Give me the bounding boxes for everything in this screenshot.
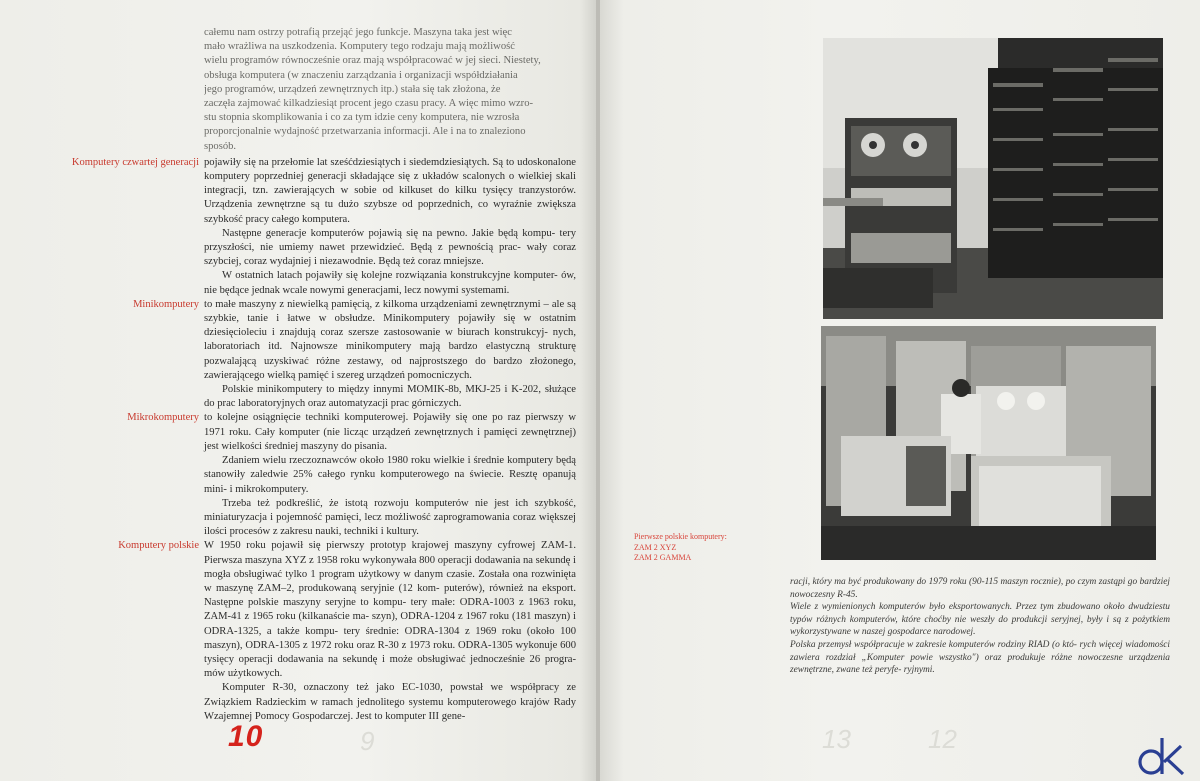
show-through-mark-3: 12 [928,724,957,754]
section-lead-paragraph: to kolejne osiągnięcie techniki komputerowej. Pojawiły się one po raz pierwszy w 1971 roku. Cały komputer (nie licząc urządzeń zewnętrznych i pamięci zewnętrznej) jest wielkości średniej maszyny do pisania. [204,412,576,452]
section-heading: Komputery polskie [118,540,199,551]
section-heading: Mikrokomputery [127,412,199,423]
intro-paragraph [204,26,576,154]
show-through-mark: 9 [360,726,375,756]
intro-line: mało wrażliwa na uszkodzenia. Komputery tego rodzaju mają możliwość [204,41,515,53]
sections [204,156,576,724]
body-paragraph: W ostatnich latach pojawiły się kolejne rozwiązania konstrukcyjne komputer- ów, nie będące jednak wcale nowymi generacjami, lecz nowymi systemami. [204,270,576,296]
left-text-column [204,26,576,724]
right-text-column [790,576,1170,677]
intro-line: całemu nam ostrzy potrafią przejąć jego funkcje. Maszyna taka jest więc [204,27,512,38]
body-paragraph: Trzeba też podkreślić, że istotą rozwoju komputerów nie jest ich szybkość, miniaturyzacja i pojemność pamięci, lecz możliwość zaprogramowania coraz większej ilości procesów z zakresu nauki, techniki i kultury. [204,497,576,538]
intro-line: zaczęła zajmować kilkadziesiąt procent jego czasu pracy. A więc mimo wzro- [204,98,534,110]
left-page [0,0,598,781]
section-lead-paragraph: pojawiły się na przełomie lat sześćdziesiątych i siedemdziesiątych. Są to udoskonalone komputery poprzedniej generacji składające się z układów scalonych o wielkiej skali integracji, tzn. zawierających w sobie od kilkuset do kilku tysięcy tranzystorów. Urządzenia zewnętrzne są tu dużo szybsze od poprzednich, co wyraźnie zwiększa szybkość pracy całego komputera. [204,156,576,225]
intro-line: wielu programów równocześnie oraz mają współpracować w jej sieci. Niestety, [204,55,541,67]
continuation-paragraph: Wiele z wymienionych komputerów było eksportowanych. Przez tym zbudowano około dwudziestu typów różnych komputerów, które choćby nie weszły do produkcji seryjnej, były i są z pożytkiem wykorzystywane w naszej gospodarce narodowej. [790,602,1170,638]
section-lead-paragraph: to małe maszyny z niewielką pamięcią, z kilkoma urządzeniami zewnętrznymi – ale są szybkie, tanie i łatwe w obsłudze. Minikomputery pojawiły się w ostatnim dziesięcioleciu i znajdują coraz szersze zastosowanie w biurach konstrukcyj- nych, laboratoriach itd. Najnowsze minikomputery mają bardzo elastyczną strukturę pozwalającą uzyskiwać różne zestawy, od najprostszego do bardzo złożonego, zawierającego wielką pamięć i szereg urządzeń pomocniczych. [204,298,576,381]
continuation-paragraph: Polska przemysł współpracuje w zakresie komputerów rodziny RIAD (o któ- rych więcej wiadomości zawiera rozdział „Komputer powie wszystko") oraz produkuje różne nowoczesne urządzenia zewnętrzne, zwane też peryfe- ryjnymi. [790,639,1170,676]
intro-line: stu stopnia skomplikowania i co za tym idzie ceny komputera, nie wzrosła [204,112,520,124]
intro-line: sposób. [204,140,237,152]
dk-logo-icon [1133,734,1191,778]
body-paragraph: Polskie minikomputery to między innymi MOMIK-8b, MKJ-25 i K-202, służące do prac laboratoryjnych oraz automatyzacji prac górniczych. [204,384,576,410]
continuation-paragraph: racji, który ma być produkowany do 1979 roku (90-115 maszyn rocznie), po czym zastąpi go bardziej nowoczesny R-45. [790,577,1170,600]
body-paragraph: Zdaniem wielu rzeczoznawców około 1980 roku wielkie i średnie komputery będą stanowiły zaledwie 25% całego rynku komputerowego na świecie. Resztę opanują mini- i mikrokomputery. [204,455,576,495]
caption-line: ZAM 2 XYZ [634,542,677,552]
page-number: 10 [228,720,264,753]
intro-line: obsługa komputera (w znaczeniu zarządzania i organizacji współdziałania [204,69,518,81]
body-paragraph: Następne generacje komputerów pojawią się na pewno. Jakie będą kompu- tery przyszłości, nie umiemy nawet przewidzieć. Będą z pewnością prac- wały coraz szybciej, coraz wydajniej i niezawodnie. Będą też coraz mniejsze. [204,227,576,268]
intro-line: jego programów, urządzeń zewnętrznych itp.) stała się tak złożona, że [204,83,501,95]
section-lead-paragraph: W 1950 roku pojawił się pierwszy prototyp krajowej maszyny cyfrowej ZAM-1. Pierwsza maszyna XYZ z 1958 roku wykonywała 800 operacji dodawania na sekundę i mogła obsługiwać tylko 1 program użytkowy w danym czasie. Została ona rozwinięta w maszynę ZAM–2, produkowaną seryjnie (12 kom- puterów), również na eksport. Następne polskie maszyny seryjne to kompu- tery małe: ODRA-1003 z 1963 roku, ZAM-41 z 1965 roku (kilkanaście ma- szyn), ODRA-1204 z 1967 roku (181 maszyn) i ODRA-1325, a także kompu- tery średnie: ODRA-1304 z 1969 roku (około 100 maszyn), ODRA-1305 z 1972 roku oraz R-30 z 1973 roku. ODRA-1305 wykonuje 600 tysięcy operacji dodawania na sekundę i może obsługiwać jednocześnie 26 progra- mów użytkowych. [204,540,576,680]
photo-zam-gamma [821,326,1156,560]
section-heading: Komputery czwartej generacji [71,157,199,168]
photo-caption [634,532,809,564]
caption-line: ZAM 2 GAMMA [634,553,692,562]
intro-line: proporcjonalnie wydajność przetwarzania informacji. Ale i na to znaleziono [204,126,526,138]
body-paragraph: Komputer R-30, oznaczony też jako EC-1030, powstał we współpracy ze Związkiem Radzieckim w ramach jednolitego systemu komputerowego krajów Rady Wzajemnej Pomocy Gospodarczej. Jest to komputer III gene- [204,682,576,722]
section-heading: Minikomputery [133,299,199,310]
show-through-mark-2: 13 [822,724,851,754]
photo-zam-xyz [823,38,1163,319]
caption-line: Pierwsze polskie komputery: [634,532,727,541]
